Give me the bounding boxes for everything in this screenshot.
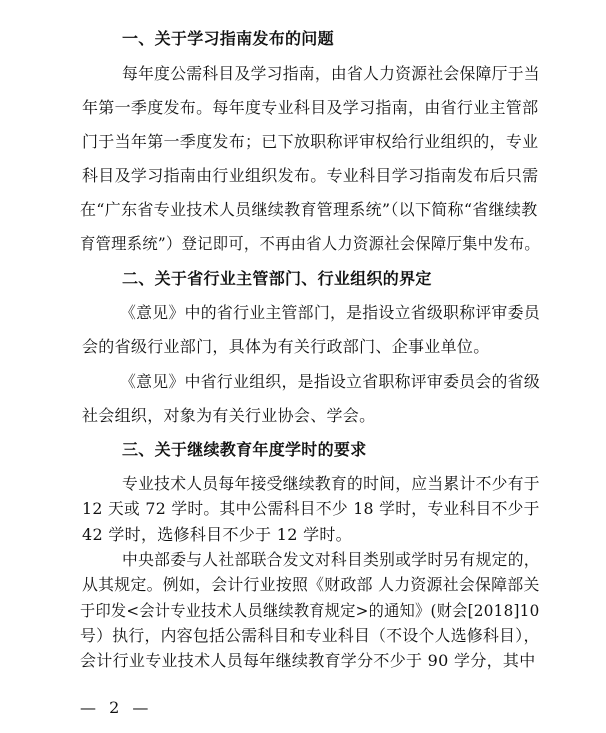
paragraph-line: 中央部委与人社部联合发文对科目类别或学时另有规定的，: [122, 549, 540, 569]
paragraph-line: 专业技术人员每年接受继续教育的时间，应当累计不少有于: [122, 474, 540, 493]
paragraph-line: 会的省级行业部门，具体为有关行政部门、企事业单位。: [82, 337, 490, 356]
paragraph-line: 号）执行，内容包括公需科目和专业科目（不设个人选修科目），: [80, 625, 540, 645]
paragraph-line: 《意见》中省行业组织，是指设立省职称评审委员会的省级: [120, 372, 540, 391]
paragraph-line: 在“广东省专业技术人员继续教育管理系统”（以下简称“省继续教: [80, 200, 538, 219]
section-heading-2: 二、关于省行业主管部门、行业组织的界定: [122, 269, 432, 288]
paragraph-line: 《意见》中的省行业主管部门，是指设立省级职称评审委员: [120, 303, 540, 322]
paragraph-line: 社会组织，对象为有关行业协会、学会。: [82, 406, 376, 425]
paragraph-line: 门于当年第一季度发布；已下放职称评审权给行业组织的，专业: [82, 132, 539, 151]
paragraph-line: 年第一季度发布。每年度专业科目及学习指南，由省行业主管部: [82, 98, 539, 117]
page-number: — 2 —: [80, 698, 153, 717]
paragraph-line: 会计行业专业技术人员每年继续教育学分不少于 90 学分，其中: [80, 651, 536, 671]
paragraph-line: 从其规定。例如，会计行业按照《财政部 人力资源社会保障部关: [82, 575, 540, 595]
section-heading-3: 三、关于继续教育年度学时的要求: [122, 440, 367, 459]
paragraph-line: 42 学时，选修科目不少于 12 学时。: [82, 524, 352, 544]
section-heading-1: 一、关于学习指南发布的问题: [122, 29, 334, 48]
paragraph-line: 每年度公需科目及学习指南，由省人力资源社会保障厅于当: [122, 64, 540, 83]
paragraph-line: 于印发<会计专业技术人员继续教育规定>的通知》(财会[2018]10: [80, 600, 540, 620]
paragraph-line: 育管理系统”）登记即可，不再由省人力资源社会保障厅集中发布。: [80, 234, 541, 253]
paragraph-line: 科目及学习指南由行业组织发布。专业科目学习指南发布后只需: [82, 166, 539, 185]
paragraph-line: 12 天或 72 学时。其中公需科目不少 18 学时，专业科目不少于: [82, 499, 540, 519]
